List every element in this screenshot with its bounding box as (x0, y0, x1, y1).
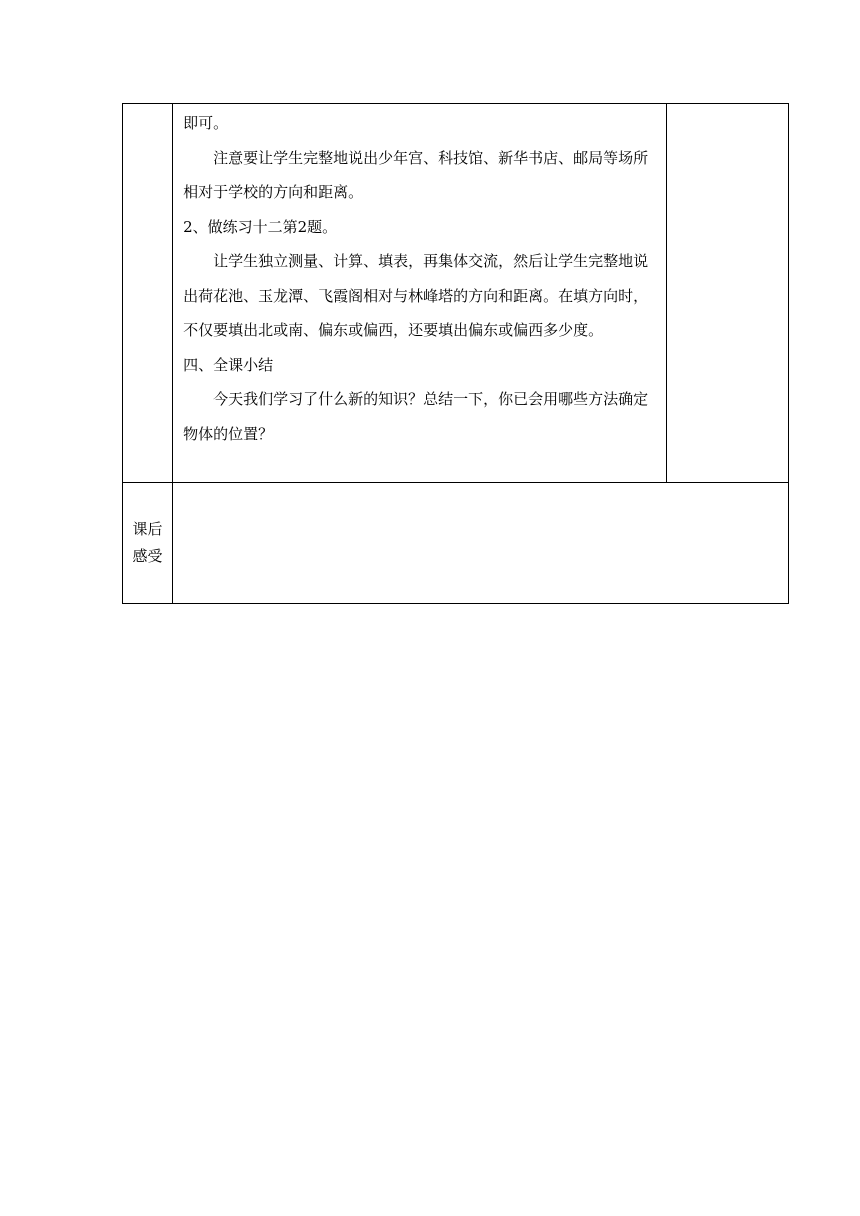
paragraph-note-direction: 注意要让学生完整地说出少年宫、科技馆、新华书店、邮局等场所相对于学校的方向和距离。 (183, 148, 649, 201)
paragraph-exercise-heading: 2、做练习十二第2题。 (183, 217, 338, 236)
reflection-content-cell (173, 483, 789, 604)
paragraph-summary-heading: 四、全课小结 (183, 355, 274, 374)
reflection-label-line1: 课后 (132, 520, 163, 538)
reflection-row (123, 483, 789, 604)
paragraph-exercise-instructions: 让学生独立测量、计算、填表，再集体交流，然后让学生完整地说出荷花池、玉龙潭、飞霞阁相对与林峰塔的方向和距离。在填方向时，不仅要填出北或南、偏东或偏西，还要填出偏东或偏西多少度。 (183, 252, 649, 339)
lesson-plan-table (122, 103, 789, 604)
main-row-label-cell (123, 104, 173, 483)
reflection-label-line2: 感受 (132, 547, 163, 565)
paragraph-continuation: 即可。 (183, 114, 229, 132)
reflection-label-cell (123, 483, 173, 604)
lesson-main-row (123, 104, 789, 483)
paragraph-summary-question: 今天我们学习了什么新的知识？总结一下，你已会用哪些方法确定物体的位置？ (183, 390, 649, 443)
main-row-note-cell (666, 104, 788, 483)
lesson-content-cell (173, 104, 667, 483)
